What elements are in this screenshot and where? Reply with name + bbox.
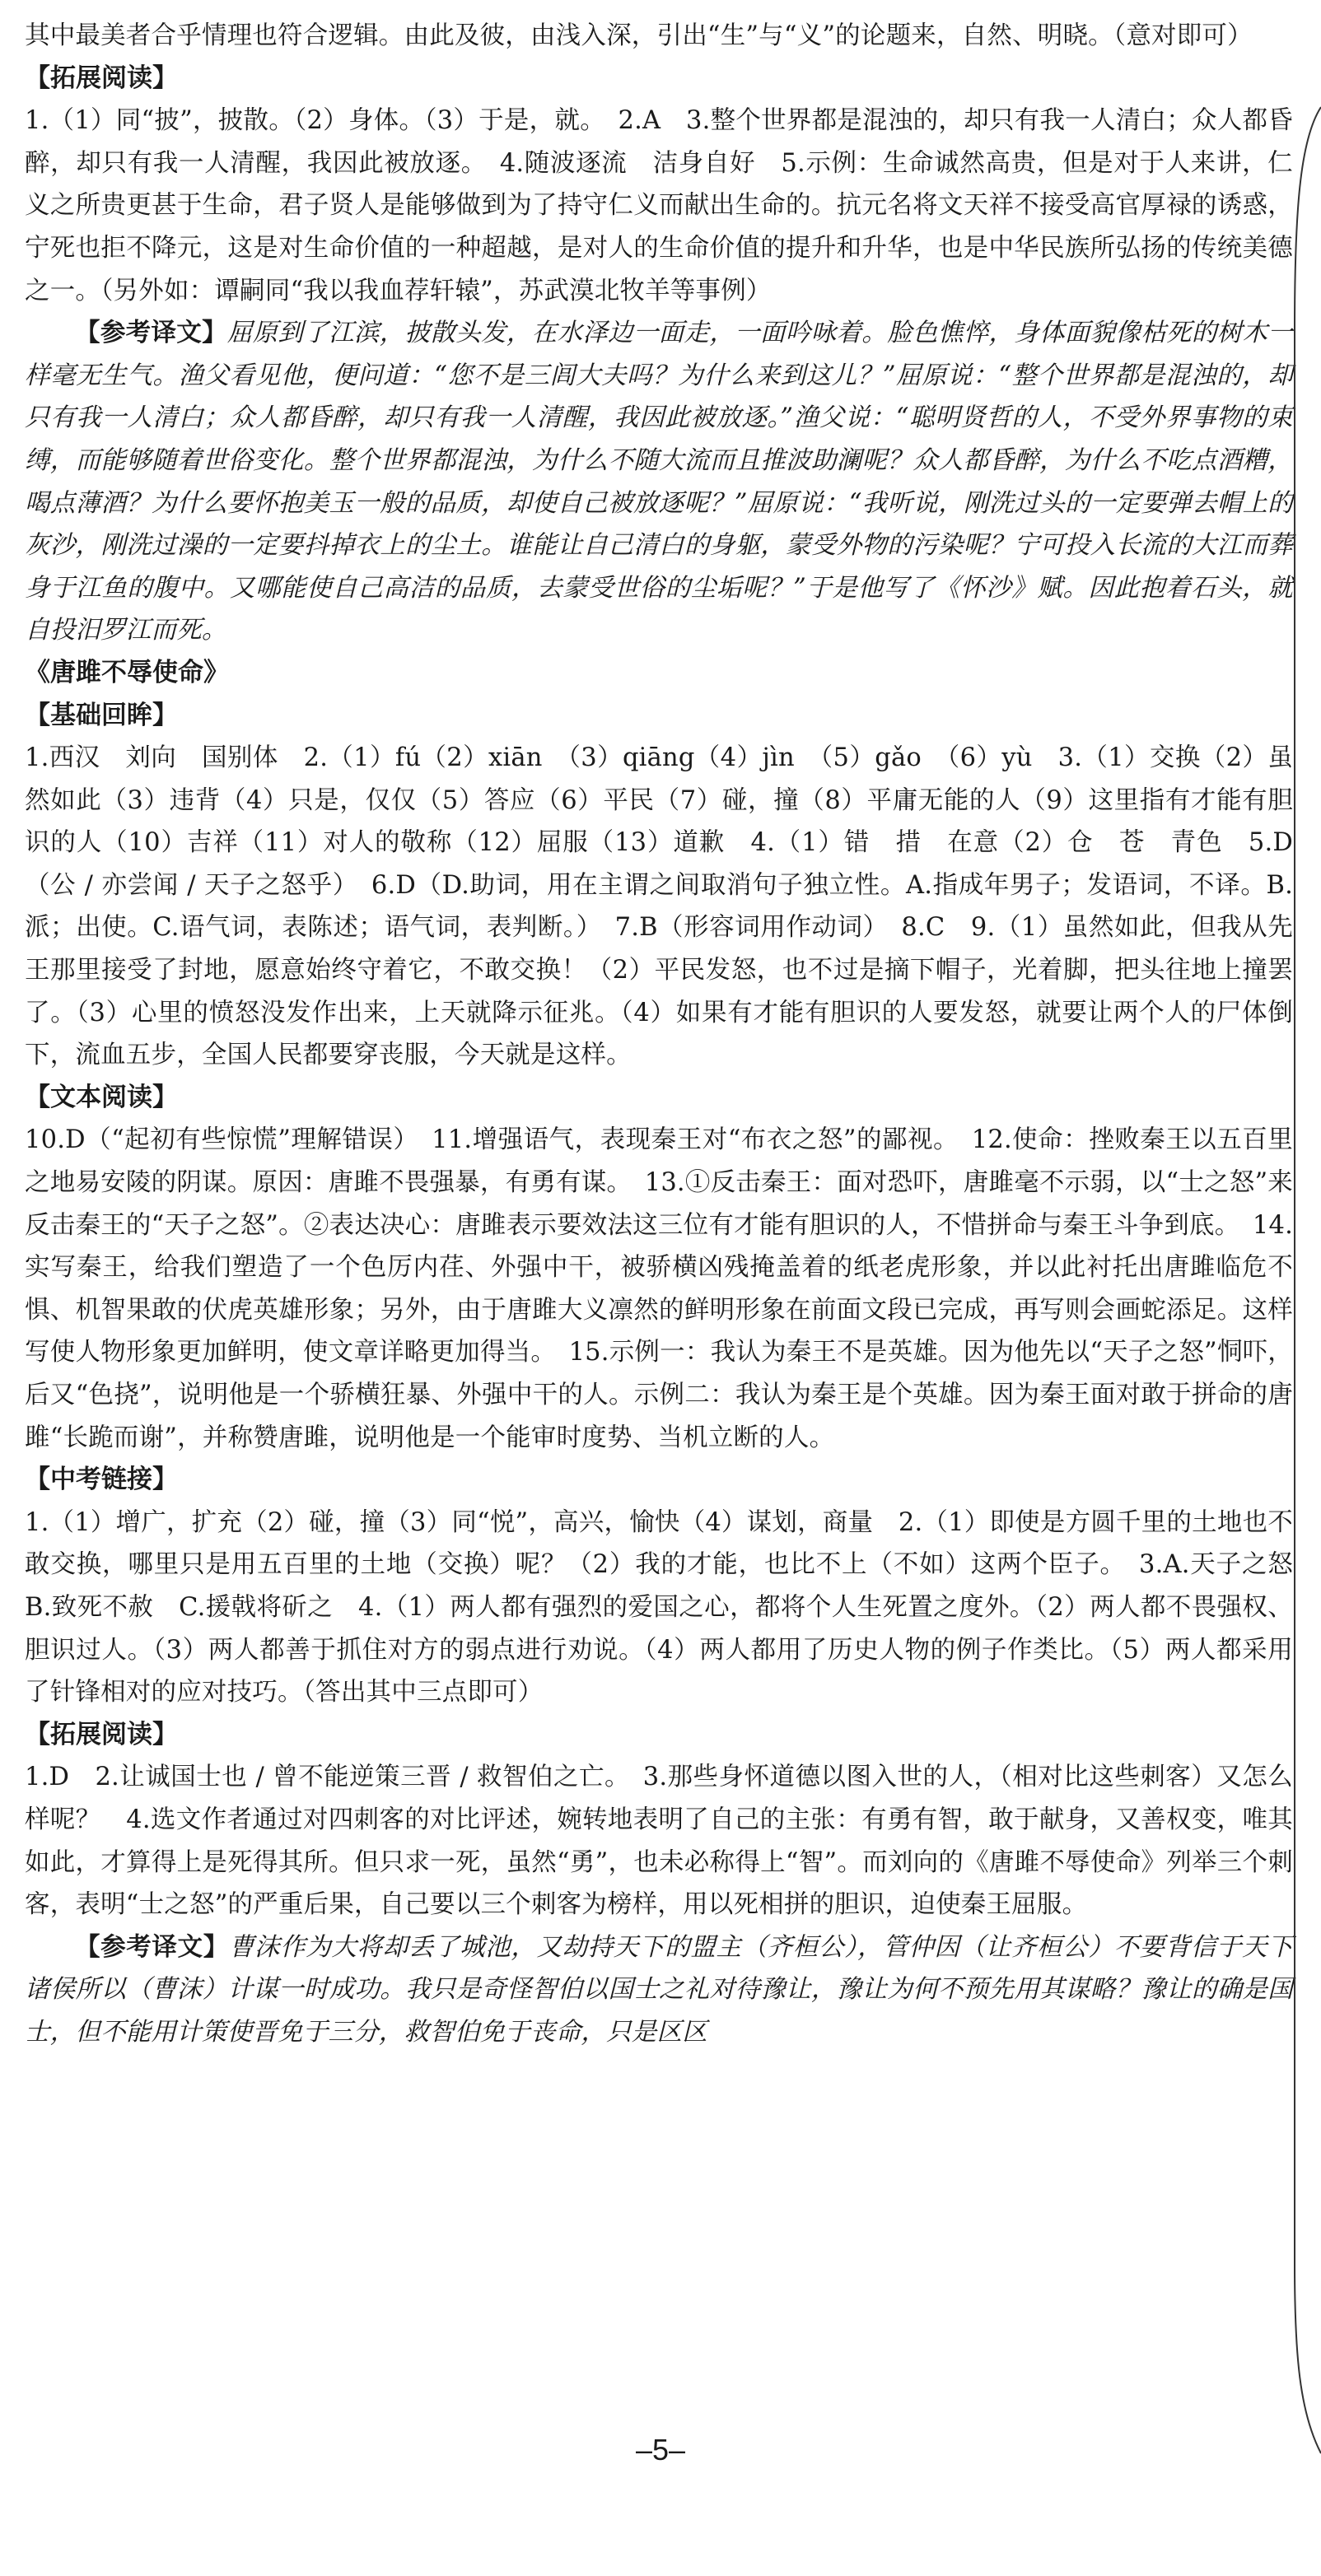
section-heading: 【文本阅读】 xyxy=(25,1082,178,1112)
answer-page xyxy=(25,15,1319,2054)
answer-paragraph: 10.D（“起初有些惊慌”理解错误） 11.增强语气，表现秦王对“布衣之怒”的鄙视。 12.使命：挫败秦王以五百里之地易安陵的阴谋。原因：唐雎不畏强暴，有勇有谋。 13.①反击秦王：面对恐吓，唐雎毫不示弱，以“士之怒”来反击秦王的“天子之怒”。②表达决心：唐雎表示要效法这三位有才能有胆识的人，不惜拼命与秦王斗争到底。 14.实写秦王，给我们塑造了一个色厉内荏、外强中干，被骄横凶残掩盖着的纸老虎形象，并以此衬托出唐雎临危不惧、机智果敢的伏虎英雄形象；另外，由于唐雎大义凛然的鲜明形象在前面文段已完成，再写则会画蛇添足。这样写使人物形象更加鲜明，使文章详略更加得当。 15.示例一：我认为秦王不是英雄。因为他先以“天子之怒”恫吓，后又“色挠”，说明他是一个骄横狂暴、外强中干的人。示例二：我认为秦王是个英雄。因为秦王面对敢于拼命的唐雎“长跪而谢”，并称赞唐雎，说明他是一个能审时度势、当机立断的人。 xyxy=(25,1125,1293,1452)
answer-paragraph: 1.D 2.让诚国士也 / 曾不能逆策三晋 / 救智伯之亡。 3.那些身怀道德以图入世的人，（相对比这些刺客）又怎么样呢？ 4.选文作者通过对四刺客的对比评述，婉转地表明了自己的主张：有勇有智，敢于献身，又善权变，唯其如此，才算得上是死得其所。但只求一死，虽然“勇”，也未必称得上“智”。而刘向的《唐雎不辱使命》列举三个刺客，表明“士之怒”的严重后果，自己要以三个刺客为榜样，用以死相拼的胆识，迫使秦王屈服。 xyxy=(25,1763,1293,1920)
translation-text: 曹沫作为大将却丢了城池，又劫持天下的盟主（齐桓公），管仲因（让齐桓公）不要背信于天下诸侯所以（曹沫）计谋一时成功。我只是奇怪智伯以国士之礼对待豫让，豫让为何不预先用其谋略？豫让的确是国士，但不能用计策使晋免于三分，救智伯免于丧命，只是区区 xyxy=(25,1932,1293,2047)
translation-text: 屈原到了江滨，披散头发，在水泽边一面走，一面吟咏着。脸色憔悴，身体面貌像枯死的树木一样毫无生气。渔父看见他，便问道：“您不是三闾大夫吗？为什么来到这儿？”屈原说：“整个世界都是混浊的，却只有我一人清白；众人都昏醉，却只有我一人清醒，我因此被放逐。”渔父说：“聪明贤哲的人，不受外界事物的束缚，而能够随着世俗变化。整个世界都混浊，为什么不随大流而且推波助澜呢？众人都昏醉，为什么不吃点酒糟，喝点薄酒？为什么要怀抱美玉一般的品质，却使自己被放逐呢？”屈原说：“我听说，刚洗过头的一定要弹去帽上的灰沙，刚洗过澡的一定要抖掉衣上的尘土。谁能让自己清白的身躯，蒙受外物的污染呢？宁可投入长流的大江而葬身于江鱼的腹中。又哪能使自己高洁的品质，去蒙受世俗的尘垢呢？”于是他写了《怀沙》赋。因此抱着石头，就自投汨罗江而死。 xyxy=(25,319,1293,645)
page-number: –5– xyxy=(635,2433,686,2467)
answer-paragraph: 1.西汉 刘向 国别体 2.（1）fú（2）xiān （3）qiāng（4）jìn （5）gǎo （6）yù 3.（1）交换（2）虽然如此（3）违背（4）只是，仅仅（5）答应（6）平民（7）碰，撞（8）平庸无能的人（9）这里指有才能有胆识的人（10）吉祥（11）对人的敬称（12）屈服（13）道歉 4.（1）错 措 在意（2）仓 苍 青色 5.D（公 / 亦尝闻 / 天子之怒乎） 6.D（D.助词，用在主谓之间取消句子独立性。A.指成年男子；发语词，不译。B.派；出使。C.语气词，表陈述；语气词，表判断。） 7.B（形容词用作动词） 8.C 9.（1）虽然如此，但我从先王那里接受了封地，愿意始终守着它，不敢交换！（2）平民发怒，也不过是摘下帽子，光着脚，把头往地上撞罢了。（3）心里的愤怒没发作出来，上天就降示征兆。（4）如果有才能有胆识的人要发怒，就要让两个人的尸体倒下，流血五步，全国人民都要穿丧服，今天就是这样。 xyxy=(25,743,1293,1070)
translation-paragraph xyxy=(25,312,1293,652)
section-heading: 【拓展阅读】 xyxy=(25,63,178,93)
translation-paragraph xyxy=(25,1926,1293,2054)
section-heading: 【中考链接】 xyxy=(25,1465,178,1495)
section-heading: 【拓展阅读】 xyxy=(25,1719,178,1749)
binding-edge-curve xyxy=(1288,0,1321,2576)
answer-paragraph: 1.（1）同“披”，披散。（2）身体。（3）于是，就。 2.A 3.整个世界都是混浊的，却只有我一人清白；众人都昏醉，却只有我一人清醒，我因此被放逐。 4.随波逐流 洁身自好 5.示例：生命诚然高贵，但是对于人来讲，仁义之所贵更甚于生命，君子贤人是能够做到为了持守仁义而献出生命的。抗元名将文天祥不接受高官厚禄的诱惑，宁死也拒不降元，这是对生命价值的一种超越，是对人的生命价值的提升和升华，也是中华民族所弘扬的传统美德之一。（另外如：谭嗣同“我以我血荐轩辕”，苏武漠北牧羊等事例） xyxy=(25,106,1293,305)
translation-label: 【参考译文】 xyxy=(75,319,227,348)
answer-paragraph: 1.（1）增广，扩充（2）碰，撞（3）同“悦”，高兴，愉快（4）谋划，商量 2.（1）即使是方圆千里的土地也不敢交换，哪里只是用五百里的土地（交换）呢？（2）我的才能，也比不上（不如）这两个臣子。 3.A.天子之怒 B.致死不赦 C.援戟将斫之 4.（1）两人都有强烈的爱国之心，都将个人生死置之度外。（2）两人都不畏强权、胆识过人。（3）两人都善于抓住对方的弱点进行劝说。（4）两人都用了历史人物的例子作类比。（5）两人都采用了针锋相对的应对技巧。（答出其中三点即可） xyxy=(25,1507,1319,1707)
intro-paragraph: 其中最美者合乎情理也符合逻辑。由此及彼，由浅入深，引出“生”与“义”的论题来，自然、明晓。（意对即可） xyxy=(25,21,1253,50)
section-heading: 【基础回眸】 xyxy=(25,700,178,730)
lesson-title: 《唐雎不辱使命》 xyxy=(25,657,229,687)
translation-label: 【参考译文】 xyxy=(75,1932,229,1962)
